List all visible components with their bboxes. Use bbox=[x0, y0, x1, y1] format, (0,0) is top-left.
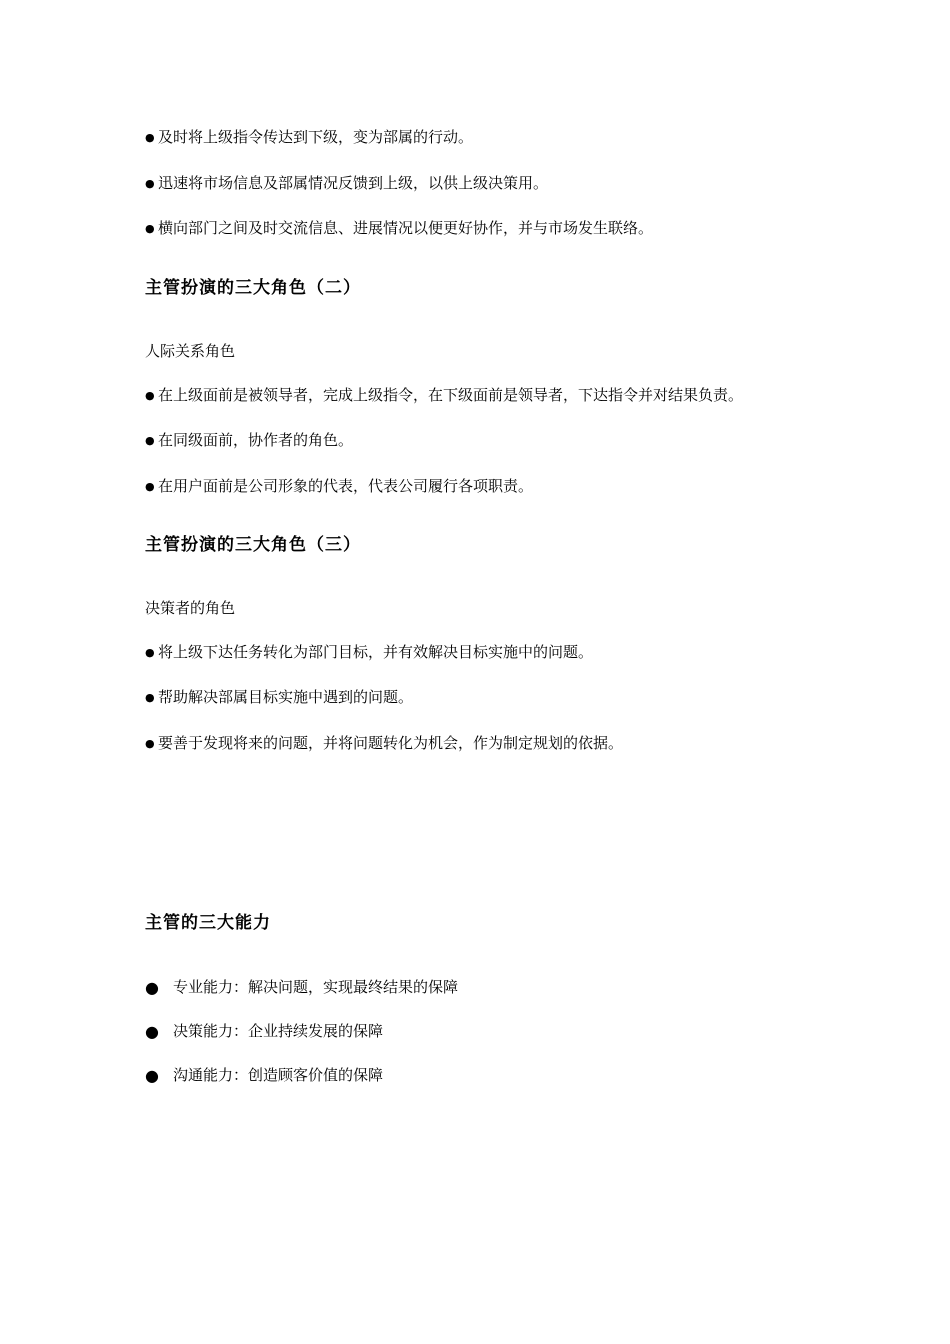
bullet-icon: ● bbox=[145, 646, 155, 659]
list-item bbox=[145, 733, 623, 754]
list-item bbox=[145, 127, 473, 148]
list-item-text: 要善于发现将来的问题，并将问题转化为机会，作为制定规划的依据。 bbox=[158, 734, 624, 752]
list-item bbox=[145, 476, 533, 497]
list-item bbox=[145, 1065, 383, 1086]
list-item-text: 将上级下达任务转化为部门目标，并有效解决目标实施中的问题。 bbox=[158, 643, 594, 661]
list-item bbox=[145, 385, 743, 406]
list-item bbox=[145, 642, 593, 663]
list-item-text: 沟通能力：创造顾客价值的保障 bbox=[173, 1066, 384, 1084]
bullet-icon: ● bbox=[145, 434, 155, 447]
bullet-icon: ● bbox=[145, 131, 155, 144]
list-item-text: 在同级面前，协作者的角色。 bbox=[158, 431, 354, 449]
bullet-icon: ● bbox=[145, 1066, 159, 1085]
section-heading: 主管扮演的三大角色（二） bbox=[145, 278, 361, 298]
bullet-icon: ● bbox=[145, 978, 159, 997]
list-item-text: 在用户面前是公司形象的代表，代表公司履行各项职责。 bbox=[158, 477, 534, 495]
list-item bbox=[145, 218, 653, 239]
list-item bbox=[145, 977, 458, 998]
bullet-icon: ● bbox=[145, 1022, 159, 1041]
section-subtitle: 人际关系角色 bbox=[145, 342, 236, 360]
bullet-icon: ● bbox=[145, 480, 155, 493]
list-item-text: 决策能力：企业持续发展的保障 bbox=[173, 1022, 384, 1040]
list-item-text: 及时将上级指令传达到下级，变为部属的行动。 bbox=[158, 128, 474, 146]
list-item-text: 专业能力：解决问题，实现最终结果的保障 bbox=[173, 978, 459, 996]
section-heading: 主管的三大能力 bbox=[145, 913, 271, 933]
list-item-text: 横向部门之间及时交流信息、进展情况以便更好协作，并与市场发生联络。 bbox=[158, 219, 654, 237]
list-item bbox=[145, 430, 353, 451]
bullet-icon: ● bbox=[145, 177, 155, 190]
list-item bbox=[145, 173, 548, 194]
section-heading: 主管扮演的三大角色（三） bbox=[145, 535, 361, 555]
list-item-text: 在上级面前是被领导者，完成上级指令，在下级面前是领导者，下达指令并对结果负责。 bbox=[158, 386, 744, 404]
list-item-text: 帮助解决部属目标实施中遇到的问题。 bbox=[158, 688, 414, 706]
list-item-text: 迅速将市场信息及部属情况反馈到上级，以供上级决策用。 bbox=[158, 174, 549, 192]
list-item bbox=[145, 1021, 383, 1042]
section-subtitle: 决策者的角色 bbox=[145, 599, 236, 617]
bullet-icon: ● bbox=[145, 389, 155, 402]
bullet-icon: ● bbox=[145, 691, 155, 704]
bullet-icon: ● bbox=[145, 737, 155, 750]
list-item bbox=[145, 687, 413, 708]
bullet-icon: ● bbox=[145, 222, 155, 235]
